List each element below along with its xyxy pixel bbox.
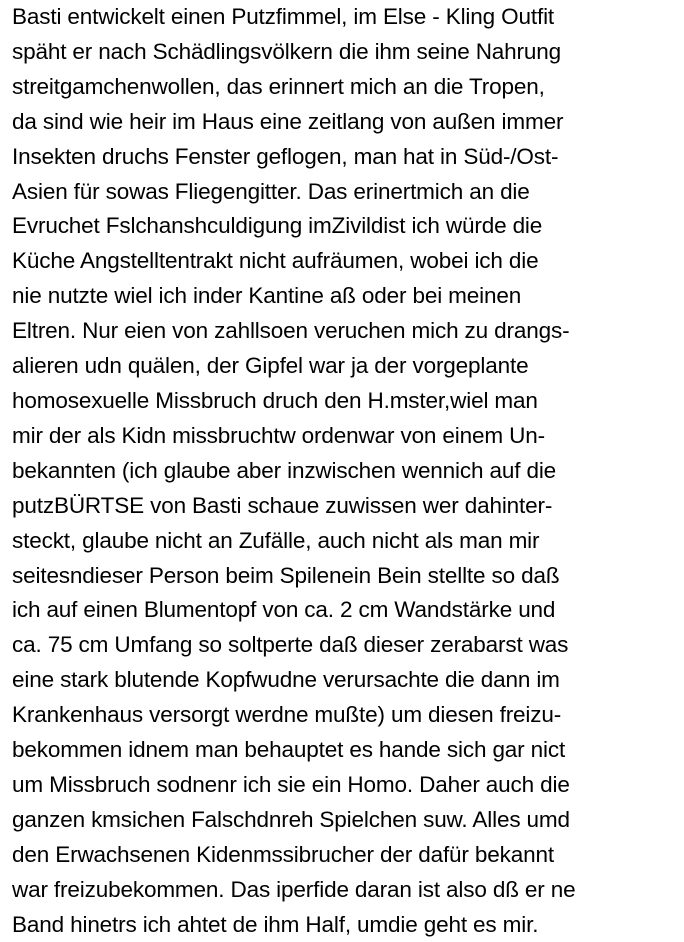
text-line: den Erwachsenen Kidenmssibrucher der dafür bekannt — [12, 841, 554, 867]
text-line: seitesndieser Person beim Spilenein Bein stellte so daß — [12, 562, 560, 588]
text-line: späht er nach Schädlingsvölkern die ihm seine Nahrung — [12, 38, 562, 64]
text-line: um Missbruch sodnenr ich sie ein Homo. Daher auch die — [12, 771, 570, 797]
text-line: Krankenhaus versorgt werdne mußte) um diesen freizu- — [12, 702, 562, 728]
text-line: putzBÜRTSE von Basti schaue zuwissen wer dahinter- — [12, 492, 553, 518]
text-line: mir der als Kidn missbruchtw ordenwar von einem Un- — [12, 422, 545, 448]
text-line: war freizubekommen. Das iperfide daran ist also dß er ne — [12, 876, 576, 902]
text-line: bekommen idnem man behauptet es hande sich gar nict — [12, 737, 566, 763]
text-line: homosexuelle Missbruch druch den H.mster,wiel man — [12, 387, 538, 413]
text-line: alieren udn quälen, der Gipfel war ja der vorgeplante — [12, 353, 529, 379]
body-text — [12, 0, 682, 942]
text-line: bekannten (ich glaube aber inzwischen wennich auf die — [12, 457, 557, 483]
text-line: Eltren. Nur eien von zahllsoen veruchen mich zu drangs- — [12, 318, 570, 344]
text-line: Basti entwickelt einen Putzfimmel, im Else - Kling Outfit — [12, 4, 555, 29]
text-line: da sind wie heir im Haus eine zeitlang von außen immer — [12, 108, 564, 134]
text-line: ca. 75 cm Umfang so soltperte daß dieser zerabarst was — [12, 632, 569, 658]
text-line: ich auf einen Blumentopf von ca. 2 cm Wandstärke und — [12, 597, 556, 623]
text-line: Asien für sowas Fliegengitter. Das erinertmich an die — [12, 178, 530, 204]
text-line: Insekten druchs Fenster geflogen, man hat in Süd-/Ost- — [12, 143, 559, 169]
text-line: Evruchet Fslchanshculdigung imZivildist ich würde die — [12, 213, 543, 239]
text-line: nie nutzte wiel ich inder Kantine aß oder bei meinen — [12, 283, 522, 309]
text-line: eine stark blutende Kopfwudne verursachte die dann im — [12, 667, 560, 693]
text-line: steckt, glaube nicht an Zufälle, auch nicht als man mir — [12, 527, 540, 553]
text-line: Küche Angstelltentrakt nicht aufräumen, wobei ich die — [12, 248, 539, 274]
text-line: ganzen kmsichen Falschdnreh Spielchen suw. Alles umd — [12, 806, 570, 832]
text-line: streitgamchenwollen, das erinnert mich an die Tropen, — [12, 73, 545, 99]
text-line: Band hinetrs ich ahtet de ihm Half, umdie geht es mir. — [12, 911, 539, 937]
